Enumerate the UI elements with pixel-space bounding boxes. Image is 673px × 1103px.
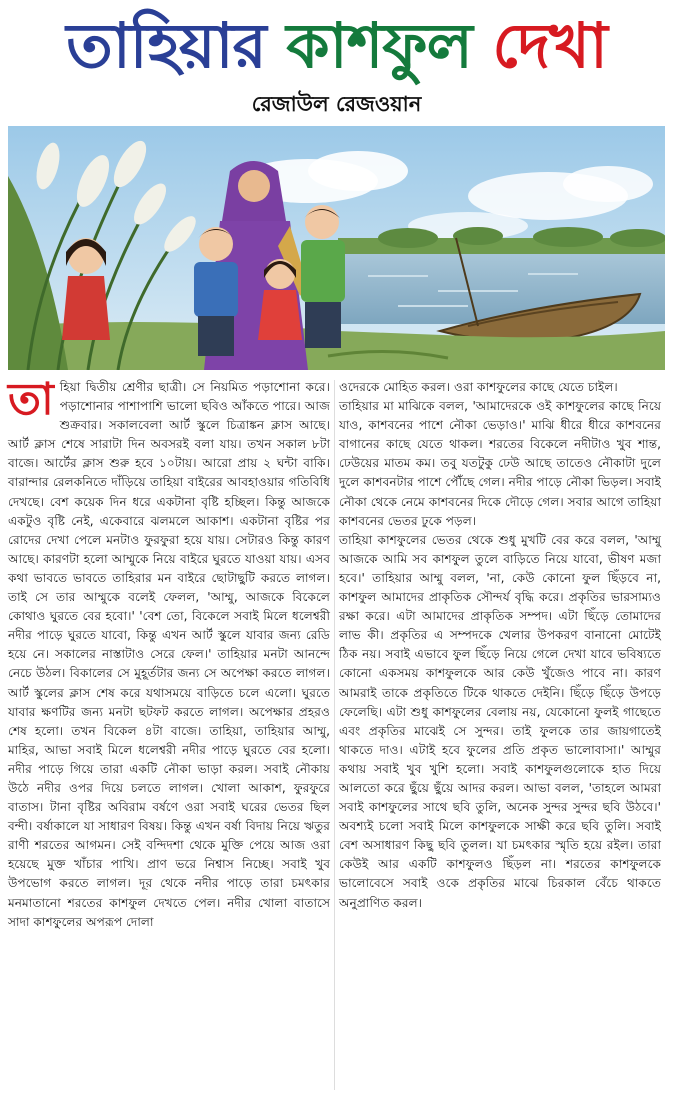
story-text-left: হিয়া দ্বিতীয় শ্রেণীর ছাত্রী। সে নিয়মিত পড়াশোনা করে। পড়াশোনার পাশাপাশি ভালো ছবিও আঁকতে পারে। আজ শুক্রবার। সকালবেলা আর্ট স্কুলে চিত্রাঙ্কন ক্লাস আছে। আর্ট ক্লাস শেষে সারাটা দিন অবসরই বলা যায়। তখন সকাল ৮টা বাজে। আর্টের ক্লাস শুরু হবে ১০টায়। আরো প্রায় ২ ঘন্টা বাকি। বারান্দার রেলকনিতে দাঁড়িয়ে তাহিয়া বাইরের আবহাওয়ার গতিবিধি দেখছে। বেশ কয়েক দিন ধরে একটানা বৃষ্টি হচ্ছিল। কিন্তু আজকে একটুও বৃষ্টি নেই, একেবারে ঝলমলে আকাশ। একটানা বৃষ্টির পর রোদের দেখা পেলে মনটাও ফুরফুরা হয়ে যায়। সেটারও কিন্তু কারণ আছে। কারণটা হলো আম্মুকে নিয়ে বাইরে ঘুরতে যাওয়া যায়। এসব কথা ভাবতে ভাবতে তাহিরার মন বাইরে ছোটাছুটি করতে লাগল। তাই সে তার আম্মুকে বলেই ফেলল, 'আম্মু, আজকে বিকেলে কোথাও ঘুরতে বের হবো।' 'বেশ তো, বিকেলে সবাই মিলে ধলেশ্বরী নদীর পাড়ে ঘুরতে যাবো, কিন্তু এখন আর্ট স্কুলে যাবার জন্য রেডি হয়ে নে। সকালের নাস্তাটাও সেরে ফেল।' তাহিয়ার মনটা আনন্দে নেচে উঠল। বিকালের সে মুহূর্তটার জন্য সে অপেক্ষা করতে লাগল। আর্ট স্কুলের ক্লাস শেষ করে যথাসময়ে বাড়িতে চলে এলো। ঘুরতে যাবার ক্ষণটির জন্য মনটা ছটফট করতে লাগল। অপেক্ষার প্রহরও শেষ হলো। তখন বিকেল ৪টা বাজে। তাহিয়া, তাহিয়ার আম্মু, মাহির, আভা সবাই মিলে ধলেশ্বরী নদীর পাড়ে ঘুরতে বের হলো। নদীর পাড়ে গিয়ে তারা একটি নৌকা ভাড়া করল। সবাই নৌকায় উঠে নদীর ওপর দিয়ে চলতে লাগল। খোলা আকাশ, ফুরফুরে বাতাস। টানা বৃষ্টির অবিরাম বর্ষণে ওরা সবাই ঘরের ভেতর ছিল বন্দী। বর্ষাকালে যা সাধারণ বিষয়। কিন্তু এখন বর্ষা বিদায় নিয়ে ঋতুর রাণী শরতের আগমন। সেই বন্দিদশা থেকে মুক্তি পেয়ে আজ ওরা হয়েছে মুক্ত খাঁচার পাখি। প্রাণ ভরে নিশ্বাস নিচ্ছে। সবাই খুব উপভোগ করতে লাগল। দূর থেকে নদীর পাড়ে তারা চমৎকার মনমাতানো শরতের কাশফুল দেখতে পেল। নদীর খোলা বাতাসে সাদা কাশফুলের অপরূপ দোলা (8, 380, 330, 929)
headline-word-tahiyar: তাহিয়ার (66, 9, 266, 82)
story-illustration (8, 126, 665, 370)
column-divider (334, 380, 335, 1090)
drop-cap: তা (8, 374, 54, 425)
story-paragraph: তাহিয়ার মা মাঝিকে বলল, 'আমাদেরকে ওই কাশফুলের কাছে নিয়ে যাও, কাশবনের পাশে নৌকা ভেড়াও।' মাঝি ধীরে ধীরে কাশবনের বাগানের কাছে যেতে থাকল। শরতের বিকেলে নদীটাও খুব শান্ত, ঢেউয়ের মাতম কম। তবু যতটুকু ঢেউ আছে তাতেও নৌকাটা দুলে দুলে কাশবনটার পাশে পৌঁছে গেল। নদীর পাড়ে নৌকা ভিড়ল। সবাই নৌকা থেকে নেমে কাশবনের দিকে দৌড়ে গেল। সবার আগে তাহিয়া কাশবনের ভেতর ঢুকে পড়ল। (339, 399, 661, 528)
story-column-left (8, 374, 330, 932)
headline-word-kashful: কাশফুল (286, 9, 472, 82)
story-paragraph: ওদেরকে মোহিত করল। ওরা কাশফুলের কাছে যেতে চাইল। (339, 380, 618, 394)
author-byline: রেজাউল রেজওয়ান (251, 92, 422, 116)
story-paragraph (8, 374, 330, 932)
story-column-right (339, 378, 661, 913)
headline-word-dekha: দেখা (492, 9, 607, 82)
headline (0, 6, 673, 86)
story-paragraph: তাহিয়া কাশফুলের ভেতর থেকে শুধু মুখটি বের করে বলল, 'আম্মু আজকে আমি সব কাশফুল তুলে বাড়িতে নিয়ে যাবো, ভীষণ মজা হবে।' তাহিয়ার আম্মু বলল, 'না, কেউ কোনো ফুল ছিঁড়বে না, কাশফুল আমাদের প্রাকৃতিক সৌন্দর্য বৃদ্ধি করে। প্রকৃতির ভারসাম্যও রক্ষা করে। এটা আমাদের প্রাকৃতিক সম্পদ। এটা ছিঁড়ে তোমাদের লাভ কী। প্রকৃতির এ সম্পদকে খেলার উপকরণ বানানো মোটেই ঠিক নয়। সবাই এভাবে ফুল ছিঁড়ে নিয়ে গেলে দেখা যাবে ভবিষ্যতে কোনো একসময় কাশফুলকে আর কেউ খুঁজেও পাবে না। কারণ আমরাই তাকে প্রকৃতিতে টিকে থাকতে দেইনি। ছিঁড়ে ছিঁড়ে উপড়ে ফেলেছি। এটা শুধু কাশফুলের বেলায় নয়, যেকোনো ফুলই গাছেতে এবং প্রকৃতির মাঝেই সে সুন্দর। তাই ফুলকে তার জায়গাতেই থাকতে দাও। এটাই হবে ফুলের প্রতি প্রকৃত ভালোবাসা।' আম্মুর কথায় সবাই খুব খুশি হলো। সবাই কাশফুলগুলোকে হাত দিয়ে আলতো করে ছুঁয়ে ছুঁয়ে আদর করল। আভা বলল, 'তাহলে আমরা সবাই কাশফুলের সাথে ছবি তুলি, অনেক সুন্দর সুন্দর ছবি উঠবে।' অবশ্যই চলো সবাই মিলে কাশফুলকে সাক্ষী করে ছবি তুলি। সবাই বেশ অসাধারণ কিছু ছবি তুলল। যা চমৎকার স্মৃতি হয়ে রইল। তারা কেউই আর একটি কাশফুলও ছিঁড়ল না। শরতের কাশফুলকে ভালোবেসে সবাই ওকে প্রকৃতির মাঝে চিরকাল বেঁচে থাকতে অনুপ্রাণিত করল। (339, 532, 661, 910)
